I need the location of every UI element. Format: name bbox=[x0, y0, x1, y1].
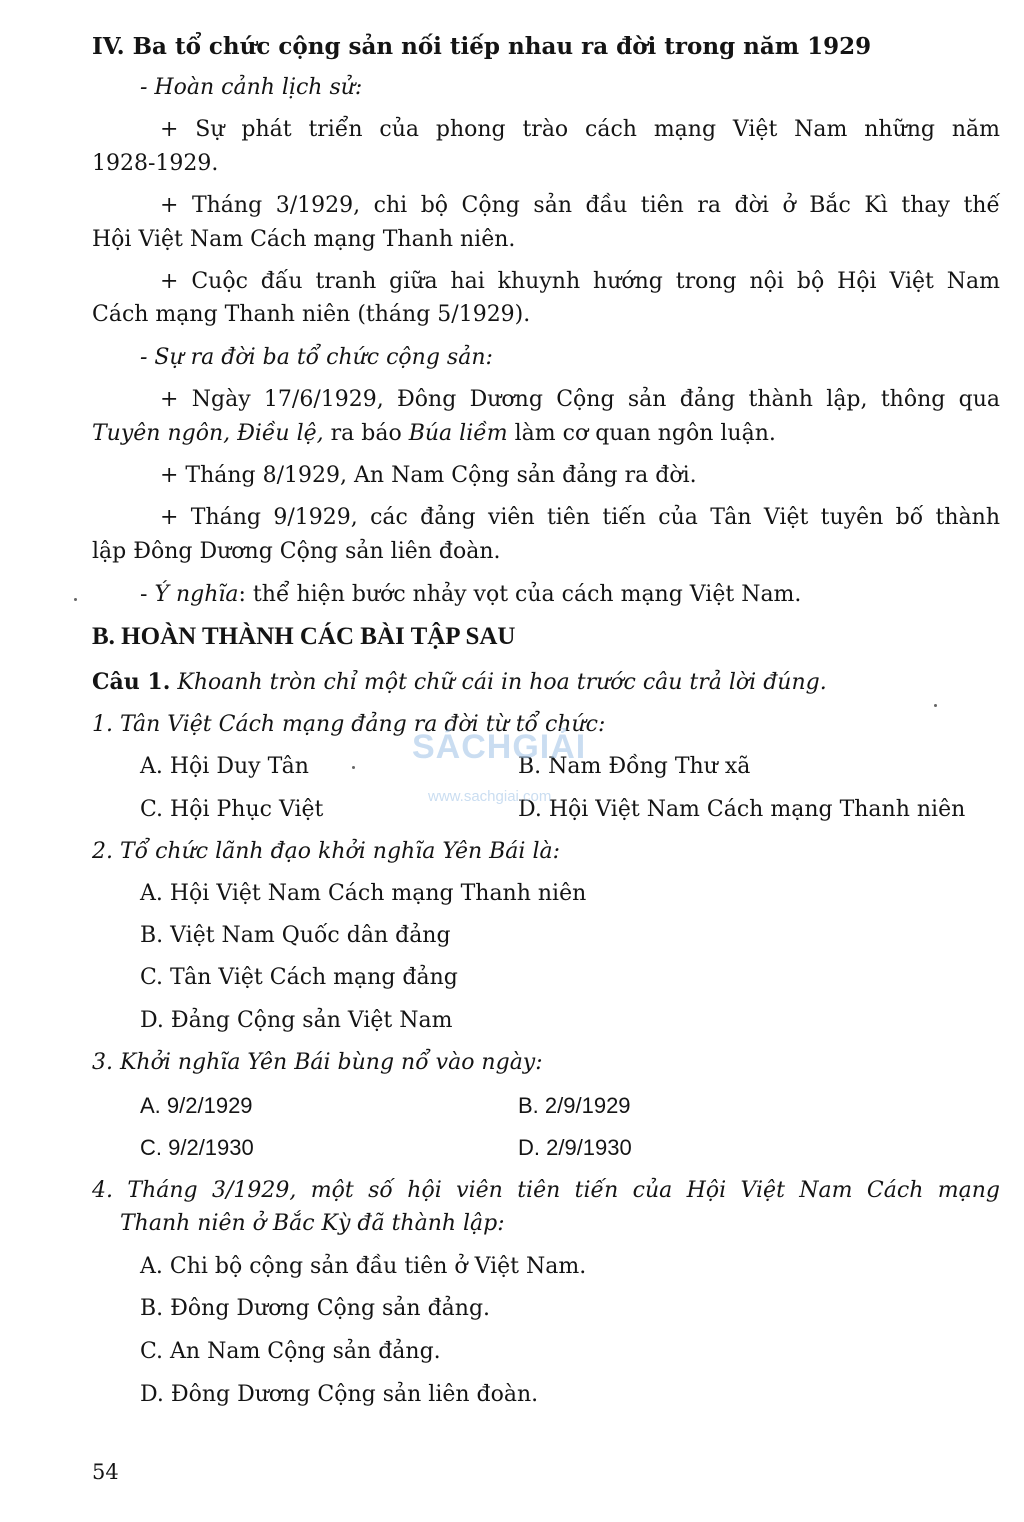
q1-label: Câu 1. bbox=[92, 669, 171, 695]
birth-item-3-line2: lập Đông Dương Cộng sản liên đoàn. bbox=[92, 539, 501, 564]
context-item-2-line1: + Tháng 3/1929, chi bộ Cộng sản đầu tiên ra đời ở Bắc Kì thay thế bbox=[160, 193, 1000, 218]
question-4-text-line2: Thanh niên ở Bắc Kỳ đã thành lập: bbox=[120, 1211, 505, 1236]
question-1-option-b[interactable]: B. Nam Đồng Thư xã bbox=[518, 754, 751, 779]
birth-label: - Sự ra đời ba tổ chức cộng sản: bbox=[140, 345, 493, 370]
context-label: - Hoàn cảnh lịch sử: bbox=[140, 75, 363, 100]
scan-speck bbox=[74, 598, 77, 601]
question-4-option-c[interactable]: C. An Nam Cộng sản đảng. bbox=[140, 1339, 441, 1364]
meaning-label: Ý nghĩa bbox=[154, 582, 239, 607]
birth-item-1-line2 bbox=[92, 419, 776, 449]
question-2-text: 2. Tổ chức lãnh đạo khởi nghĩa Yên Bái là: bbox=[92, 839, 561, 864]
question-1-option-c[interactable]: C. Hội Phục Việt bbox=[140, 797, 324, 822]
meaning-text: : thể hiện bước nhảy vọt của cách mạng Việt Nam. bbox=[238, 582, 802, 607]
page-number: 54 bbox=[92, 1460, 119, 1484]
question-2-option-a[interactable]: A. Hội Việt Nam Cách mạng Thanh niên bbox=[140, 881, 587, 906]
section-iv-title: IV. Ba tổ chức cộng sản nối tiếp nhau ra đời trong năm 1929 bbox=[92, 33, 872, 60]
birth-item-1-line1: + Ngày 17/6/1929, Đông Dương Cộng sản đảng thành lập, thông qua bbox=[160, 387, 1000, 412]
question-4-option-a[interactable]: A. Chi bộ cộng sản đầu tiên ở Việt Nam. bbox=[140, 1254, 587, 1279]
scan-speck bbox=[352, 766, 355, 769]
question-4-option-b[interactable]: B. Đông Dương Cộng sản đảng. bbox=[140, 1296, 491, 1321]
birth-item-1-newspaper: Búa liềm bbox=[408, 421, 508, 446]
question-3-option-a[interactable]: A. 9/2/1929 bbox=[140, 1093, 253, 1118]
question-3-option-b[interactable]: B. 2/9/1929 bbox=[518, 1093, 631, 1118]
birth-item-1-mid: ra báo bbox=[323, 421, 409, 446]
question-2-option-d[interactable]: D. Đảng Cộng sản Việt Nam bbox=[140, 1008, 453, 1033]
birth-item-3-line1: + Tháng 9/1929, các đảng viên tiên tiến của Tân Việt tuyên bố thành bbox=[160, 505, 1000, 530]
birth-item-1-end: làm cơ quan ngôn luận. bbox=[507, 421, 776, 446]
question-2-option-c[interactable]: C. Tân Việt Cách mạng đảng bbox=[140, 965, 458, 990]
question-1-option-a[interactable]: A. Hội Duy Tân bbox=[140, 754, 309, 779]
birth-item-1-docs: Tuyên ngôn, Điều lệ, bbox=[92, 421, 324, 446]
question-3-text: 3. Khởi nghĩa Yên Bái bùng nổ vào ngày: bbox=[92, 1050, 543, 1075]
watermark-url: www.sachgiai.com bbox=[428, 788, 552, 805]
question-4-option-d[interactable]: D. Đông Dương Cộng sản liên đoàn. bbox=[140, 1382, 539, 1407]
meaning-prefix: - bbox=[140, 582, 155, 607]
question-3-option-c[interactable]: C. 9/2/1930 bbox=[140, 1135, 254, 1160]
q1-instruction: Khoanh tròn chỉ một chữ cái in hoa trước câu trả lời đúng. bbox=[170, 670, 827, 695]
q1-instruction-line bbox=[92, 667, 827, 698]
context-item-3-line1: + Cuộc đấu tranh giữa hai khuynh hướng trong nội bộ Hội Việt Nam bbox=[160, 269, 1000, 294]
question-3-option-d[interactable]: D. 2/9/1930 bbox=[518, 1135, 632, 1160]
context-item-1-line2: 1928-1929. bbox=[92, 151, 219, 176]
context-item-1-line1: + Sự phát triển của phong trào cách mạng Việt Nam những năm bbox=[160, 117, 1000, 142]
question-1-text: 1. Tân Việt Cách mạng đảng ra đời từ tổ chức: bbox=[92, 712, 606, 737]
question-2-option-b[interactable]: B. Việt Nam Quốc dân đảng bbox=[140, 923, 451, 948]
watermark-logo: SÁCHGIẢI bbox=[412, 728, 587, 766]
question-1-option-d[interactable]: D. Hội Việt Nam Cách mạng Thanh niên bbox=[518, 797, 966, 822]
question-4-text-line1: 4. Tháng 3/1929, một số hội viên tiên tiến của Hội Việt Nam Cách mạng bbox=[92, 1178, 1000, 1203]
section-b-title: B. HOÀN THÀNH CÁC BÀI TẬP SAU bbox=[92, 623, 516, 650]
context-item-2-line2: Hội Việt Nam Cách mạng Thanh niên. bbox=[92, 227, 516, 252]
scan-speck bbox=[934, 704, 937, 707]
context-item-3-line2: Cách mạng Thanh niên (tháng 5/1929). bbox=[92, 302, 531, 327]
meaning-line bbox=[140, 580, 801, 610]
birth-item-2: + Tháng 8/1929, An Nam Cộng sản đảng ra đời. bbox=[160, 463, 697, 488]
